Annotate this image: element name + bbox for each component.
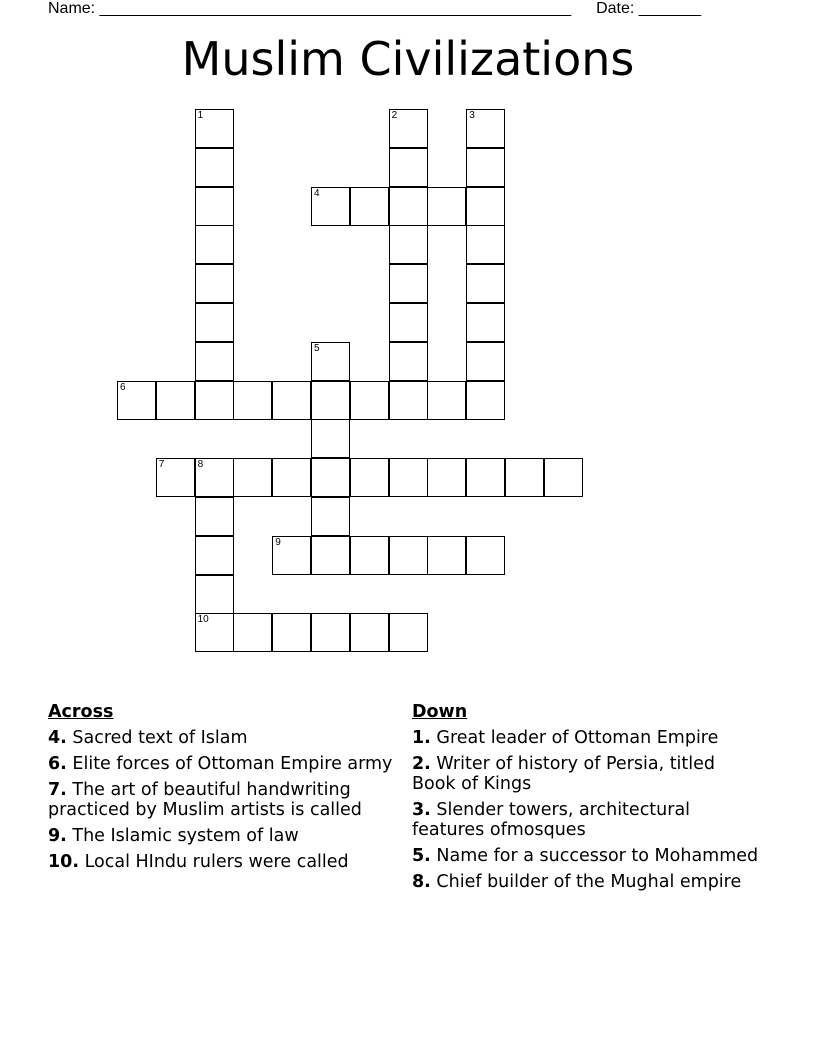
date-field-label[interactable]: Date: _______ — [596, 0, 702, 17]
grid-cell[interactable] — [389, 148, 428, 187]
grid-cell[interactable] — [117, 381, 156, 420]
clue-number: 5. — [412, 846, 431, 866]
grid-cell[interactable] — [427, 536, 466, 575]
name-field-label[interactable]: Name: _____________________________________________________ — [48, 0, 572, 17]
clue-text: Great leader of Ottoman Empire — [436, 728, 719, 748]
grid-cell[interactable] — [389, 458, 428, 497]
clue-text: Elite forces of Ottoman Empire army — [72, 754, 393, 774]
clue-text: Slender towers, architectural features ofmosques — [412, 800, 691, 840]
grid-cell[interactable] — [195, 458, 234, 497]
grid-cell[interactable] — [427, 381, 466, 420]
grid-cell[interactable] — [389, 225, 428, 264]
clue-item — [412, 754, 764, 794]
grid-cell[interactable] — [195, 148, 234, 187]
grid-cell[interactable] — [156, 381, 195, 420]
grid-cell[interactable] — [466, 342, 505, 381]
cell-number: 4 — [314, 187, 320, 199]
grid-cell[interactable] — [389, 264, 428, 303]
clue-number: 1. — [412, 728, 431, 748]
grid-cell[interactable] — [311, 419, 350, 458]
across-heading: Across — [48, 702, 114, 722]
clue-number: 10. — [48, 852, 80, 872]
grid-cell[interactable] — [427, 458, 466, 497]
clue-item — [412, 872, 764, 892]
grid-cell[interactable] — [195, 342, 234, 381]
clue-item — [48, 826, 400, 846]
clue-item — [412, 846, 764, 866]
clue-item — [412, 800, 764, 840]
grid-cell[interactable] — [389, 109, 428, 148]
grid-cell[interactable] — [195, 497, 234, 536]
clue-number: 8. — [412, 872, 431, 892]
grid-cell[interactable] — [466, 458, 505, 497]
grid-cell[interactable] — [311, 536, 350, 575]
grid-cell[interactable] — [272, 381, 311, 420]
grid-cell[interactable] — [389, 381, 428, 420]
grid-cell[interactable] — [311, 342, 350, 381]
clue-item — [48, 852, 400, 872]
clue-item — [48, 728, 400, 748]
grid-cell[interactable] — [156, 458, 195, 497]
grid-cell[interactable] — [427, 187, 466, 226]
clue-text: Name for a successor to Mohammed — [436, 846, 759, 866]
clue-text: Writer of history of Persia, titled Book of Kings — [412, 754, 716, 794]
grid-cell[interactable] — [350, 187, 389, 226]
grid-cell[interactable] — [544, 458, 583, 497]
grid-cell[interactable] — [195, 613, 234, 652]
grid-cell[interactable] — [195, 381, 234, 420]
across-clues — [48, 702, 400, 878]
grid-cell[interactable] — [272, 613, 311, 652]
grid-cell[interactable] — [195, 536, 234, 575]
cell-number: 8 — [197, 459, 204, 471]
grid-cell[interactable] — [350, 381, 389, 420]
clue-text: The art of beautiful handwriting practiced by Muslim artists is called — [48, 780, 362, 820]
grid-cell[interactable] — [311, 458, 350, 497]
clue-text: Chief builder of the Mughal empire — [436, 872, 742, 892]
grid-cell[interactable] — [272, 536, 311, 575]
grid-cell[interactable] — [195, 109, 234, 148]
grid-cell[interactable] — [466, 536, 505, 575]
cell-number: 2 — [391, 110, 398, 121]
clue-item — [412, 728, 764, 748]
grid-cell[interactable] — [311, 187, 350, 226]
grid-cell[interactable] — [350, 536, 389, 575]
grid-cell[interactable] — [505, 458, 544, 497]
clue-number: 4. — [48, 728, 67, 748]
across-clue-list — [48, 728, 400, 872]
clue-number: 9. — [48, 826, 67, 846]
grid-cell[interactable] — [466, 187, 505, 226]
clue-number: 3. — [412, 800, 431, 820]
grid-cell[interactable] — [389, 303, 428, 342]
cell-number: 1 — [197, 110, 204, 121]
cell-number: 5 — [314, 342, 320, 354]
grid-cell[interactable] — [466, 264, 505, 303]
page-title: Muslim Civilizations — [181, 32, 635, 86]
clue-item — [48, 780, 400, 820]
grid-cell[interactable] — [389, 536, 428, 575]
grid-cell[interactable] — [311, 497, 350, 536]
grid-cell[interactable] — [272, 458, 311, 497]
grid-cell[interactable] — [389, 187, 428, 226]
cell-number: 9 — [275, 536, 281, 548]
grid-cell[interactable] — [466, 303, 505, 342]
grid-cell[interactable] — [195, 303, 234, 342]
cell-number: 10 — [197, 614, 209, 626]
grid-cell[interactable] — [466, 148, 505, 187]
clue-text: The Islamic system of law — [72, 826, 299, 846]
grid-cell[interactable] — [350, 458, 389, 497]
grid-cell[interactable] — [466, 109, 505, 148]
clue-number: 2. — [412, 754, 431, 774]
clue-text: Sacred text of Islam — [72, 728, 248, 748]
grid-cell[interactable] — [389, 342, 428, 381]
grid-cell[interactable] — [195, 225, 234, 264]
clue-item — [48, 754, 400, 774]
grid-cell[interactable] — [195, 575, 234, 614]
grid-cell[interactable] — [466, 381, 505, 420]
grid-cell[interactable] — [233, 613, 272, 652]
grid-cell[interactable] — [233, 381, 272, 420]
grid-cell[interactable] — [311, 381, 350, 420]
clue-text: Local HIndu rulers were called — [84, 852, 349, 872]
down-clue-list — [412, 728, 764, 892]
cell-number: 7 — [158, 459, 165, 471]
down-heading: Down — [412, 702, 468, 722]
down-clues — [412, 702, 764, 898]
grid-cell[interactable] — [311, 613, 350, 652]
cell-number: 6 — [120, 381, 126, 393]
grid-cell[interactable] — [350, 613, 389, 652]
grid-cell[interactable] — [195, 187, 234, 226]
grid-cell[interactable] — [466, 225, 505, 264]
grid-cell[interactable] — [389, 613, 428, 652]
grid-cell[interactable] — [233, 458, 272, 497]
clue-number: 6. — [48, 754, 67, 774]
cell-number: 3 — [469, 110, 475, 121]
grid-cell[interactable] — [195, 264, 234, 303]
clue-number: 7. — [48, 780, 67, 800]
